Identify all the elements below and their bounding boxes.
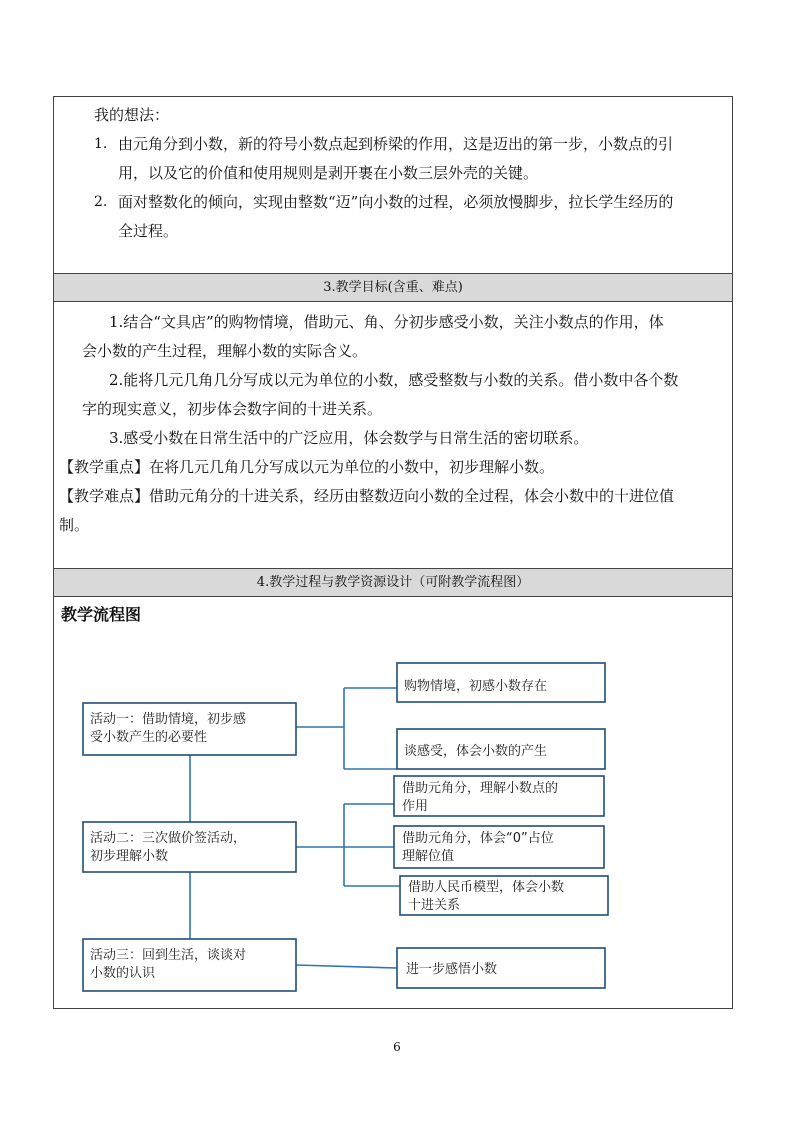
goal-3-line1: 3.感受小数在日常生活中的广泛应用，体会数学与日常生活的密切联系。	[109, 429, 589, 447]
lesson-plan-table	[53, 96, 733, 1009]
thought-1-number: 1.	[94, 136, 108, 152]
outcome-3-line1: 借助元角分，理解小数点的	[402, 781, 559, 796]
key-point: 【教学重点】在将几元几角几分写成以元为单位的小数中，初步理解小数。	[59, 458, 555, 476]
goal-1-line1: 1.结合“文具店”的购物情境，借助元、角、分初步感受小数，关注小数点的作用，体	[109, 313, 664, 331]
thought-2-number: 2.	[94, 194, 108, 210]
outcome-5-line1: 借助人民币模型，体会小数	[408, 880, 565, 895]
outcome-4-line2: 理解位值	[402, 849, 455, 864]
goal-2-line1: 2.能将几元几角几分写成以元为单位的小数，感受整数与小数的关系。借小数中各个数	[109, 371, 679, 389]
activity-2-line1: 活动二：三次做价签活动，	[90, 831, 247, 846]
thought-2-line2: 全过程。	[118, 222, 179, 240]
difficult-point-line1: 【教学难点】借助元角分的十进关系，经历由整数迈向小数的全过程，体会小数中的十进位值	[59, 487, 675, 505]
outcome-5-line2: 十进关系	[408, 898, 461, 913]
connector-act3-outcome6	[296, 965, 397, 968]
activity-2-box	[83, 822, 296, 872]
thought-1-line2: 用，以及它的价值和使用规则是剥开裹在小数三层外壳的关键。	[118, 164, 539, 182]
activity-3-line1: 活动三：回到生活，谈谈对	[90, 948, 247, 963]
goal-2-line2: 字的现实意义，初步体会数字间的十进关系。	[82, 400, 383, 418]
goal-1-line2: 会小数的产生过程，理解小数的实际含义。	[82, 342, 368, 360]
activity-3-line2: 小数的认识	[90, 966, 156, 981]
outcome-3-line2: 作用	[402, 799, 429, 814]
activity-1-line2: 受小数产生的必要性	[90, 730, 208, 745]
outcome-1-text: 购物情境，初感小数存在	[404, 679, 548, 694]
difficult-point-line2: 制。	[59, 516, 90, 534]
outcome-boxes	[394, 663, 608, 988]
teaching-flowchart	[54, 97, 734, 1010]
activity-1-line1: 活动一：借助情境，初步感	[90, 712, 247, 727]
section4-header: 4.教学过程与教学资源设计（可附教学流程图）	[54, 568, 732, 597]
thought-2-line1: 面对整数化的倾向，实现由整数“迈”向小数的过程，必须放慢脚步，拉长学生经历的	[118, 193, 674, 211]
thought-1-line1: 由元角分到小数，新的符号小数点起到桥梁的作用，这是迈出的第一步，小数点的引	[118, 135, 674, 153]
outcome-6-text: 进一步感悟小数	[406, 962, 498, 977]
activity-2-line2: 初步理解小数	[90, 849, 169, 864]
outcome-2-text: 谈感受，体会小数的产生	[404, 744, 548, 759]
page-number: 6	[393, 1040, 401, 1054]
outcome-4-line1: 借助元角分，体会“0”占位	[402, 831, 554, 846]
activity-3-box	[83, 939, 296, 991]
flowchart-title: 教学流程图	[61, 605, 142, 624]
activity-1-box	[83, 703, 296, 755]
thoughts-heading: 我的想法：	[94, 106, 170, 124]
section3-header: 3.教学目标(含重、难点)	[54, 273, 732, 302]
